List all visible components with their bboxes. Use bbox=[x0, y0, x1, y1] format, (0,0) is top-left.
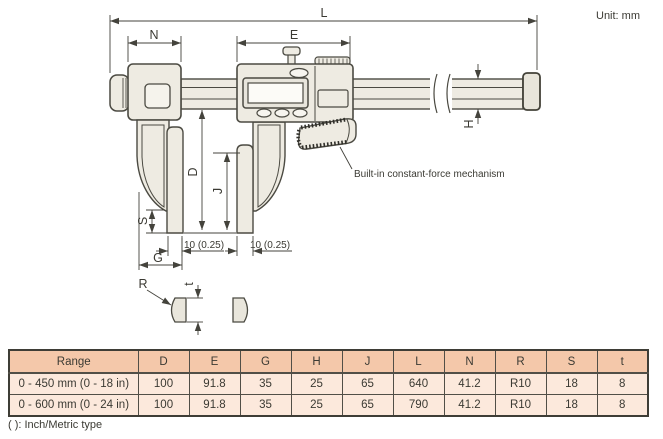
col-header-D: D bbox=[138, 350, 189, 373]
clamp-screw bbox=[283, 47, 300, 65]
value-cell: 25 bbox=[291, 395, 342, 417]
label-E: E bbox=[289, 28, 299, 42]
value-cell: 91.8 bbox=[189, 373, 240, 395]
value-cell: 25 bbox=[291, 373, 342, 395]
col-header-H: H bbox=[291, 350, 342, 373]
constant-force-roller bbox=[298, 119, 356, 149]
beam-break bbox=[430, 72, 452, 115]
value-cell: 100 bbox=[138, 395, 189, 417]
slider-unit bbox=[237, 47, 353, 122]
col-header-range: Range bbox=[9, 350, 138, 373]
battery-cover bbox=[318, 90, 348, 107]
label-L: L bbox=[320, 6, 328, 20]
value-cell: 18 bbox=[546, 395, 597, 417]
value-cell: 91.8 bbox=[189, 395, 240, 417]
value-cell: R10 bbox=[495, 373, 546, 395]
footnote: ( ): Inch/Metric type bbox=[8, 419, 103, 431]
value-cell: R10 bbox=[495, 395, 546, 417]
col-header-R: R bbox=[495, 350, 546, 373]
label-J: J bbox=[211, 187, 225, 195]
col-header-E: E bbox=[189, 350, 240, 373]
value-cell: 41.2 bbox=[444, 373, 495, 395]
fixed-head bbox=[128, 64, 181, 120]
value-cell: 35 bbox=[240, 373, 291, 395]
range-cell: 0 - 600 mm (0 - 24 in) bbox=[9, 395, 138, 417]
label-G: G bbox=[153, 251, 163, 265]
value-cell: 35 bbox=[240, 395, 291, 417]
thumb-knob bbox=[110, 75, 129, 111]
value-cell: 41.2 bbox=[444, 395, 495, 417]
spec-table bbox=[8, 349, 649, 417]
logo-oval bbox=[290, 69, 308, 78]
table-row bbox=[9, 395, 648, 417]
range-cell: 0 - 450 mm (0 - 18 in) bbox=[9, 373, 138, 395]
label-D: D bbox=[186, 167, 200, 177]
label-R: R bbox=[138, 277, 148, 291]
label-S: S bbox=[136, 216, 150, 226]
value-cell: 100 bbox=[138, 373, 189, 395]
value-cell: 8 bbox=[597, 373, 648, 395]
label-tip-width-left: 10 (0.25) bbox=[184, 240, 225, 251]
dim-R-leader bbox=[147, 290, 171, 305]
label-H: H bbox=[462, 119, 476, 129]
col-header-J: J bbox=[342, 350, 393, 373]
col-header-G: G bbox=[240, 350, 291, 373]
tip-detail-left bbox=[172, 298, 187, 322]
col-header-N: N bbox=[444, 350, 495, 373]
col-header-t: t bbox=[597, 350, 648, 373]
annotation-leader bbox=[340, 147, 352, 169]
annotation-text: Built-in constant-force mechanism bbox=[354, 169, 505, 180]
dim-t bbox=[187, 285, 203, 335]
unit-label: Unit: mm bbox=[596, 10, 640, 22]
display-buttons bbox=[257, 109, 307, 117]
tip-detail-right bbox=[233, 298, 248, 322]
lcd-display bbox=[243, 78, 308, 108]
label-tip-width-right: 10 (0.25) bbox=[250, 240, 291, 251]
value-cell: 65 bbox=[342, 373, 393, 395]
value-cell: 8 bbox=[597, 395, 648, 417]
value-cell: 640 bbox=[393, 373, 444, 395]
value-cell: 18 bbox=[546, 373, 597, 395]
col-header-S: S bbox=[546, 350, 597, 373]
fixed-jaw bbox=[137, 120, 183, 233]
label-N: N bbox=[149, 28, 159, 42]
value-cell: 790 bbox=[393, 395, 444, 417]
movable-jaw bbox=[237, 122, 285, 233]
col-header-L: L bbox=[393, 350, 444, 373]
table-header-row bbox=[9, 350, 648, 373]
value-cell: 65 bbox=[342, 395, 393, 417]
table-row bbox=[9, 373, 648, 395]
label-t: t bbox=[182, 282, 196, 286]
end-cap bbox=[523, 73, 540, 110]
